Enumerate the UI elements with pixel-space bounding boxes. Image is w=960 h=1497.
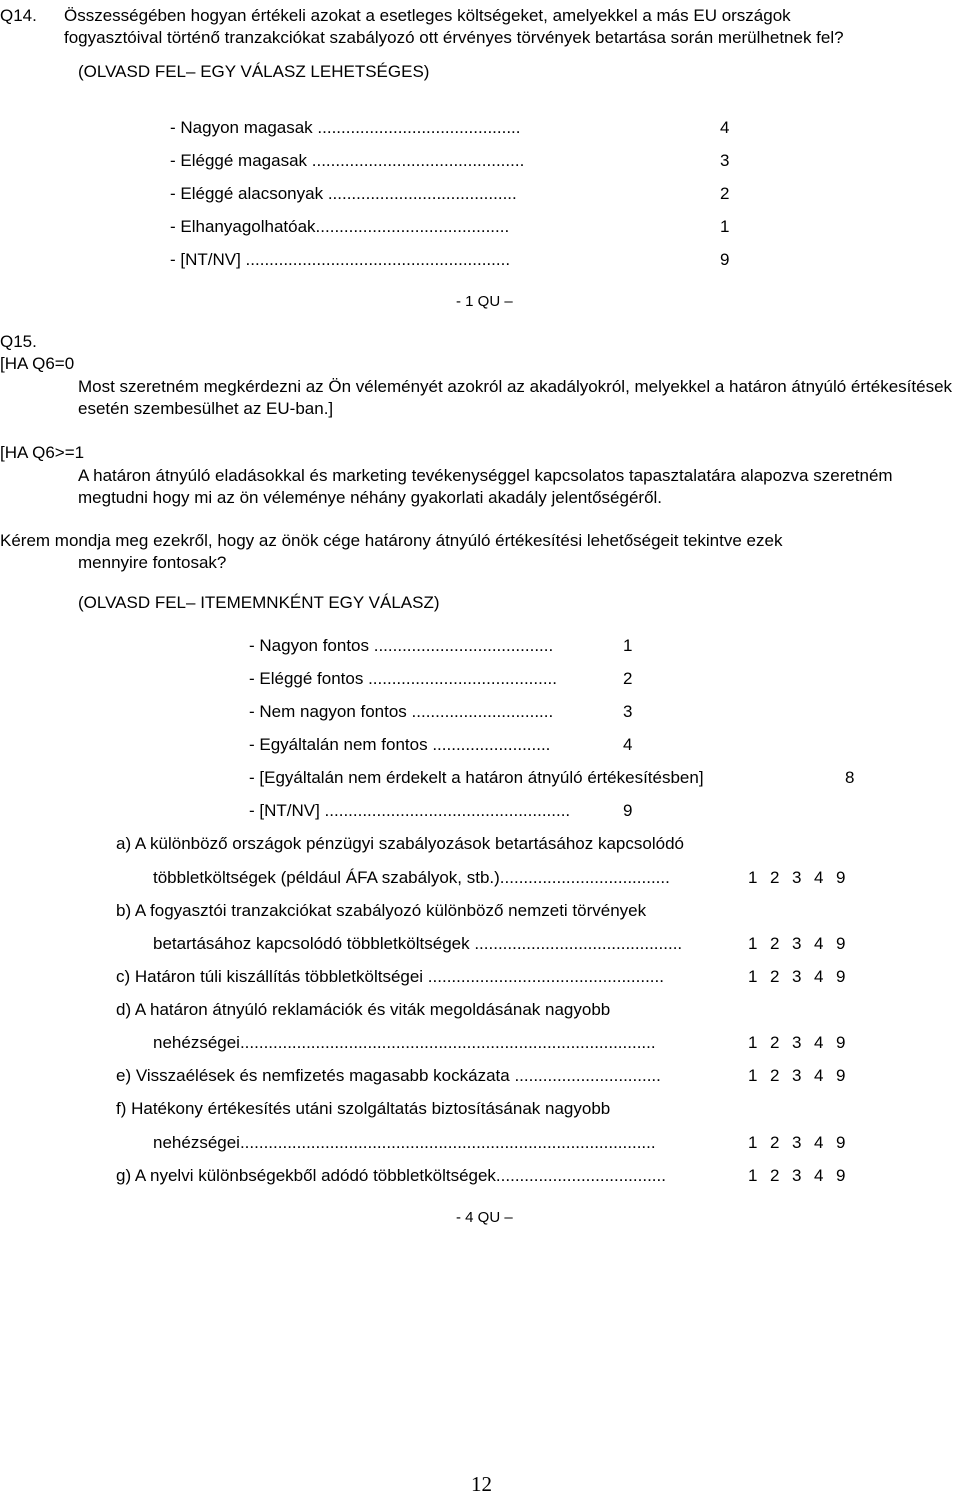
q14-option-code: 4 (720, 118, 730, 137)
code-1: 1 (748, 1166, 758, 1185)
q15-qu-marker: - 4 QU – (456, 1209, 513, 1226)
code-9: 9 (836, 1133, 846, 1152)
q15-item-f-line1: f) Hatékony értékesítés utáni szolgáltatás biztosításának nagyobb (116, 1099, 611, 1118)
code-9: 9 (836, 868, 846, 887)
q14-option-code: 9 (720, 250, 730, 269)
q15-item-a-line1: a) A különböző országok pénzügyi szabályozások betartásához kapcsolódó (116, 834, 684, 853)
q15-question-line1: Kérem mondja meg ezekről, hogy az önök cége határony átnyúló értékesítési lehetőségeit tekintve ezek (0, 531, 783, 550)
q14-option-code: 2 (720, 184, 730, 203)
code-1: 1 (748, 868, 758, 887)
q15-item-a-codes (748, 868, 858, 888)
code-2: 2 (770, 934, 780, 953)
q15-item-d-codes (748, 1033, 858, 1053)
q14-option-label: - Eléggé magasak ............................................. (170, 151, 525, 170)
code-9: 9 (836, 1166, 846, 1185)
q14-option-label: - Nagyon magasak ........................................... (170, 118, 521, 137)
q14-option-label: - [NT/NV] ........................................................ (170, 250, 511, 269)
q14-instruction: (OLVASD FEL– EGY VÁLASZ LEHETSÉGES) (78, 62, 430, 81)
code-2: 2 (770, 1066, 780, 1085)
q15-item-d-line1: d) A határon átnyúló reklamációk és viták megoldásának nagyobb (116, 1000, 611, 1019)
code-3: 3 (792, 1033, 802, 1052)
q15-scale-code: 8 (845, 768, 855, 787)
code-3: 3 (792, 868, 802, 887)
q15-item-b-line1: b) A fogyasztói tranzakciókat szabályozó különböző nemzeti törvények (116, 901, 647, 920)
q14-option-label: - Eléggé alacsonyak ........................................ (170, 184, 517, 203)
code-1: 1 (748, 1033, 758, 1052)
page-number: 12 (471, 1472, 492, 1496)
q15-scale-code: 9 (623, 801, 633, 820)
q15-number: Q15. (0, 332, 37, 351)
q15-scale-code: 2 (623, 669, 633, 688)
q14-qu-marker: - 1 QU – (456, 293, 513, 310)
code-2: 2 (770, 868, 780, 887)
q15-scale-code: 1 (623, 636, 633, 655)
q15-item-c-codes (748, 967, 858, 987)
code-1: 1 (748, 1133, 758, 1152)
q15-scale-code: 3 (623, 702, 633, 721)
q15-item-b-codes (748, 934, 858, 954)
q15-item-e-line1: e) Visszaélések és nemfizetés magasabb kockázata ............................... (116, 1066, 661, 1085)
q15-scale-label: - [NT/NV] .................................................... (249, 801, 571, 820)
code-3: 3 (792, 1133, 802, 1152)
code-4: 4 (814, 967, 824, 986)
q15-scale-label: - Eléggé fontos ........................................ (249, 669, 558, 688)
q15-question-line2: mennyire fontosak? (78, 553, 227, 572)
q15-scale-label: - Egyáltalán nem fontos ......................... (249, 735, 551, 754)
q15-item-b-line2: betartásához kapcsolódó többletköltségek ............................................ (153, 934, 683, 953)
code-2: 2 (770, 1033, 780, 1052)
code-2: 2 (770, 967, 780, 986)
code-4: 4 (814, 934, 824, 953)
q15-item-e-codes (748, 1066, 858, 1086)
q15-condition1-text: Most szeretném megkérdezni az Ön véleményét azokról az akadályokról, melyekkel a határon átnyúló értékesítések esetén szembesülhet az EU-ban.] (78, 377, 953, 418)
q15-item-f-line2: nehézségei........................................................................................ (153, 1133, 656, 1152)
code-2: 2 (770, 1166, 780, 1185)
code-1: 1 (748, 1066, 758, 1085)
code-1: 1 (748, 967, 758, 986)
code-3: 3 (792, 1066, 802, 1085)
code-9: 9 (836, 967, 846, 986)
code-3: 3 (792, 1166, 802, 1185)
q14-option-code: 3 (720, 151, 730, 170)
q15-item-a-line2: többletköltségek (például ÁFA szabályok, stb.).................................... (153, 868, 670, 887)
q15-instruction: (OLVASD FEL– ITEMEMNKÉNT EGY VÁLASZ) (78, 593, 440, 612)
q15-item-g-line1: g) A nyelvi különbségekből adódó többletköltségek.................................... (116, 1166, 666, 1185)
q15-scale-label: - Nem nagyon fontos .............................. (249, 702, 554, 721)
code-3: 3 (792, 934, 802, 953)
q14-option-label: - Elhanyagolhatóak......................................... (170, 217, 510, 236)
q14-option-code: 1 (720, 217, 730, 236)
q15-item-g-codes (748, 1166, 858, 1186)
code-4: 4 (814, 1133, 824, 1152)
code-4: 4 (814, 868, 824, 887)
q14-question-line2: fogyasztóival történő tranzakciókat szabályozó ott érvényes törvények betartása során merülhetnek fel? (64, 28, 844, 47)
q14-question-line1: Összességében hogyan értékeli azokat a esetleges költségeket, amelyekkel a más EU országok (64, 6, 791, 25)
code-4: 4 (814, 1033, 824, 1052)
q15-scale-label: - Nagyon fontos ...................................... (249, 636, 554, 655)
code-9: 9 (836, 934, 846, 953)
q14-number: Q14. (0, 6, 37, 25)
q15-item-c-line1: c) Határon túli kiszállítás többletköltségei .................................................. (116, 967, 664, 986)
q15-condition2-label: [HA Q6>=1 (0, 443, 85, 462)
code-9: 9 (836, 1033, 846, 1052)
q15-scale-code: 4 (623, 735, 633, 754)
q15-scale-label: - [Egyáltalán nem érdekelt a határon átnyúló értékesítésben] (249, 768, 704, 787)
q15-condition1-label: [HA Q6=0 (0, 354, 75, 373)
code-1: 1 (748, 934, 758, 953)
code-4: 4 (814, 1166, 824, 1185)
q15-condition2-text: A határon átnyúló eladásokkal és marketing tevékenységgel kapcsolatos tapasztalatára alapozva szeretném megtudni hogy mi az ön véleménye néhány gyakorlati akadály jelentőségéről. (78, 466, 893, 507)
code-9: 9 (836, 1066, 846, 1085)
code-3: 3 (792, 967, 802, 986)
code-2: 2 (770, 1133, 780, 1152)
q15-item-d-line2: nehézségei........................................................................................ (153, 1033, 656, 1052)
q15-item-f-codes (748, 1133, 858, 1153)
code-4: 4 (814, 1066, 824, 1085)
